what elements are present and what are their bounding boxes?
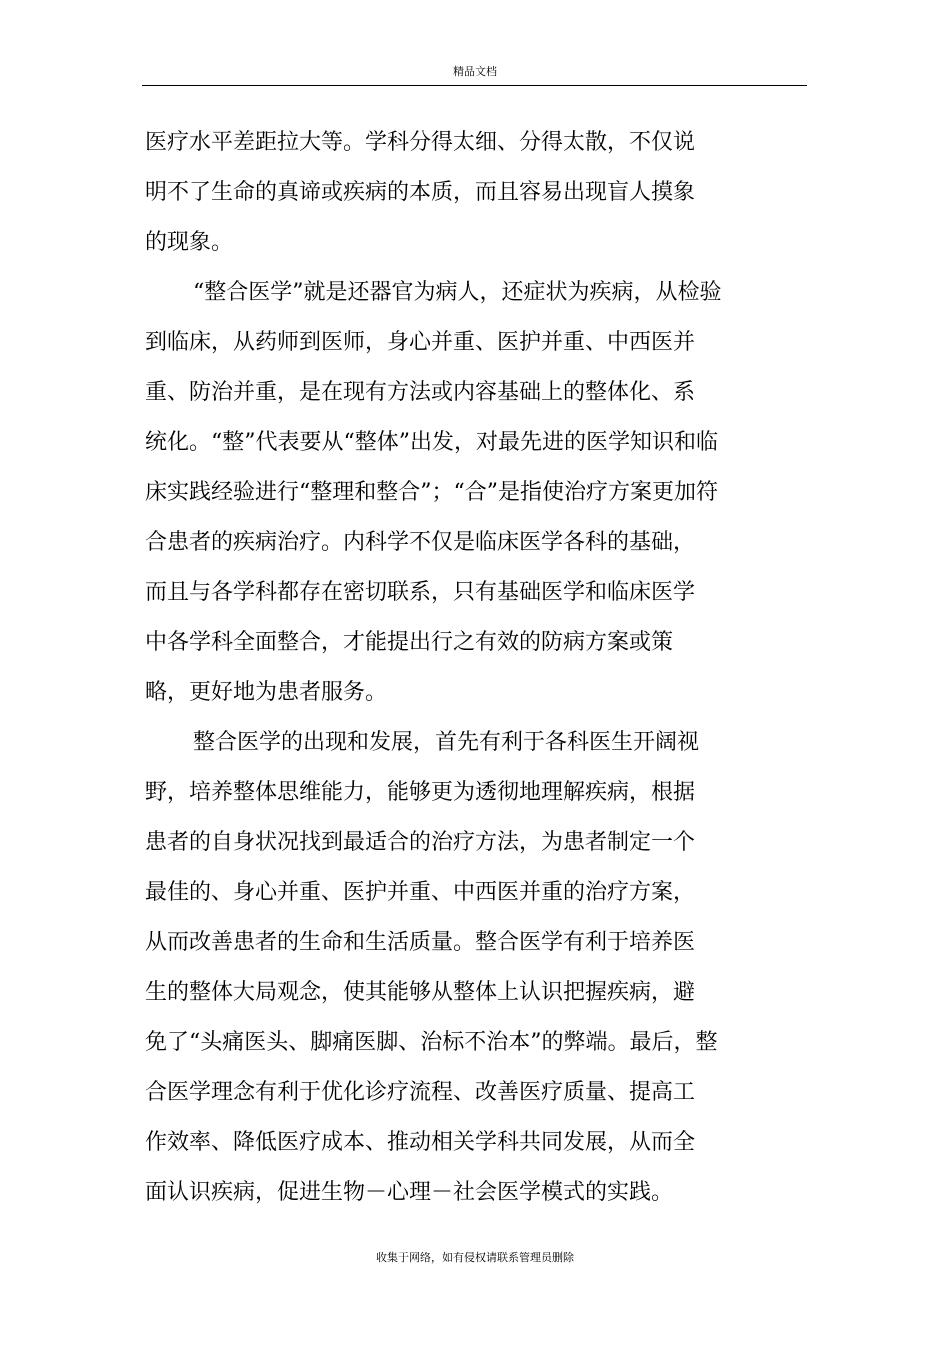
body-line: 的现象。 [145, 230, 234, 255]
body-line: 面认识疾病，促进生物－心理－社会医学模式的实践。 [145, 1180, 674, 1205]
body-line: 略，更好地为患者服务。 [145, 680, 388, 705]
body-line: 免了“头痛医头、脚痛医脚、治标不治本”的弊端。最后，整 [145, 1030, 718, 1055]
header-divider [142, 85, 807, 86]
body-line: 统化。“整”代表要从“整体”出发，对最先进的医学知识和临 [145, 430, 718, 455]
body-line: 床实践经验进行“整理和整合”；“合”是指使治疗方案更加符 [145, 480, 718, 505]
body-line: 从而改善患者的生命和生活质量。整合医学有利于培养医 [145, 930, 696, 955]
page-footer: 收集于网络，如有侵权请联系管理员删除 [376, 1251, 574, 1264]
paragraph-start-line: 整合医学的出现和发展，首先有利于各科医生开阔视 [193, 730, 700, 755]
body-line: 野，培养整体思维能力，能够更为透彻地理解疾病，根据 [145, 780, 696, 805]
body-line: 而且与各学科都存在密切联系，只有基础医学和临床医学 [145, 580, 696, 605]
body-line: 明不了生命的真谛或疾病的本质，而且容易出现盲人摸象 [145, 180, 696, 205]
body-line: 合患者的疾病治疗。内科学不仅是临床医学各科的基础， [145, 530, 696, 555]
body-line: 患者的自身状况找到最适合的治疗方法，为患者制定一个 [145, 830, 696, 855]
body-line: 中各学科全面整合，才能提出行之有效的防病方案或策 [145, 630, 674, 655]
body-line: 医疗水平差距拉大等。学科分得太细、分得太散，不仅说 [145, 130, 696, 155]
body-line: 最佳的、身心并重、医护并重、中西医并重的治疗方案， [145, 880, 696, 905]
body-line: 到临床，从药师到医师，身心并重、医护并重、中西医并 [145, 330, 696, 355]
body-line: 合医学理念有利于优化诊疗流程、改善医疗质量、提高工 [145, 1080, 696, 1105]
page-header: 精品文档 [453, 65, 497, 78]
body-line: 作效率、降低医疗成本、推动相关学科共同发展，从而全 [145, 1130, 696, 1155]
body-line: 重、防治并重，是在现有方法或内容基础上的整体化、系 [145, 380, 696, 405]
paragraph-start-line: “整合医学”就是还器官为病人，还症状为疾病，从检验 [193, 280, 722, 305]
body-line: 生的整体大局观念，使其能够从整体上认识把握疾病，避 [145, 980, 696, 1005]
